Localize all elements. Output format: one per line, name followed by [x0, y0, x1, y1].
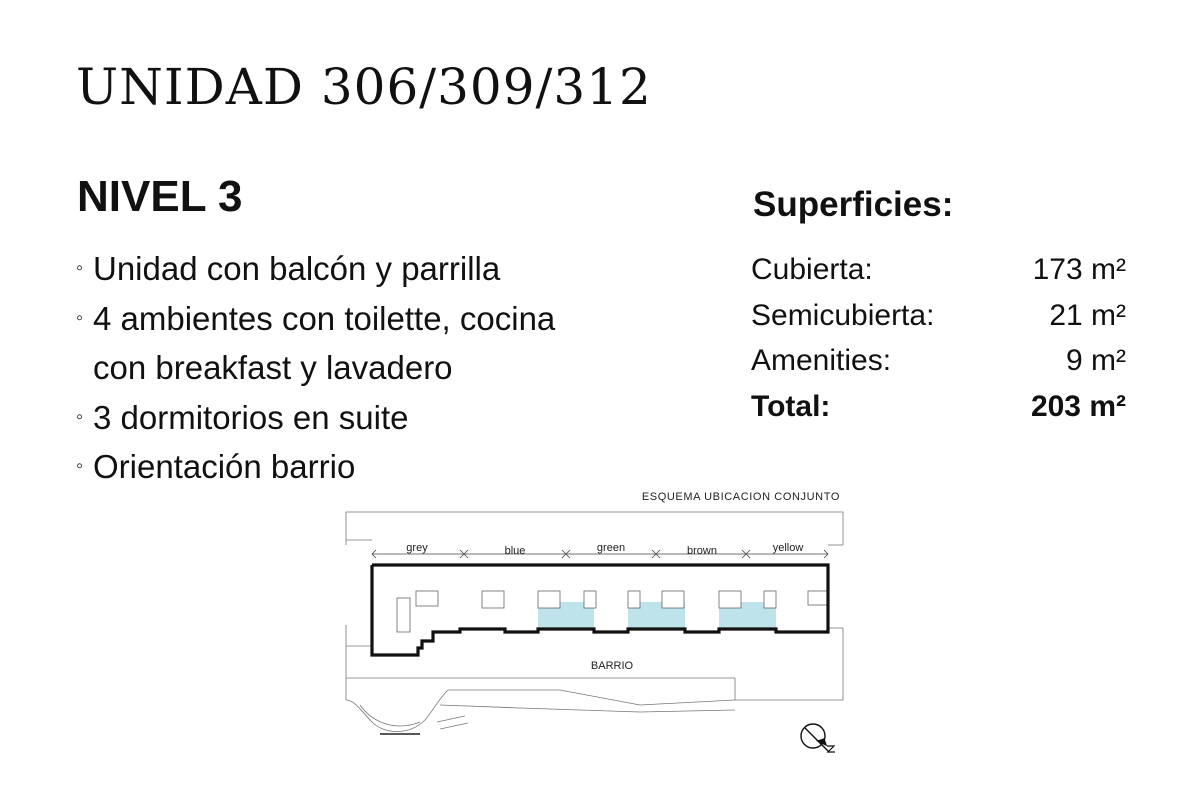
- feature-item: [76, 294, 676, 393]
- surfaces-heading: Superficies:: [753, 185, 954, 224]
- surfaces-table: [751, 247, 1126, 429]
- feature-text: Unidad con balcón y parrilla: [93, 250, 501, 287]
- surface-value: 21 m²: [1049, 298, 1126, 332]
- section-label-yellow: yellow: [772, 542, 804, 554]
- bullet-icon: ◦: [76, 306, 84, 329]
- surface-label: Amenities:: [751, 344, 892, 377]
- surface-total-value: 203 m²: [1030, 389, 1126, 423]
- feature-text: 3 dormitorios en suite: [93, 398, 409, 436]
- north-arrow-icon: [801, 724, 835, 752]
- bullet-icon: ◦: [76, 257, 84, 279]
- section-label-brown: brown: [687, 545, 717, 557]
- location-scheme: [340, 485, 860, 765]
- feature-item: [76, 244, 676, 294]
- section-label-grey: grey: [406, 542, 428, 554]
- unit-title: UNIDAD 306/309/312: [76, 58, 652, 116]
- surface-row: [751, 338, 1126, 384]
- surface-label: Cubierta:: [751, 253, 873, 286]
- feature-text-continuation: con breakfast y lavadero: [93, 349, 453, 386]
- level-label: NIVEL 3: [77, 172, 243, 221]
- surface-value: 173 m²: [1032, 253, 1126, 286]
- scheme-title: ESQUEMA UBICACION CONJUNTO: [641, 491, 840, 503]
- street-label: BARRIO: [590, 660, 634, 672]
- feature-text: 4 ambientes con toilette, cocina: [93, 299, 556, 337]
- surface-label: Semicubierta:: [751, 298, 935, 332]
- section-label-green: green: [596, 542, 626, 554]
- surface-total-row: [751, 384, 1126, 430]
- section-label-blue: blue: [504, 545, 526, 557]
- feature-list: [76, 244, 676, 492]
- surface-value: 9 m²: [1066, 344, 1126, 377]
- surface-row: [751, 293, 1126, 339]
- feature-item: [76, 393, 676, 443]
- surface-total-label: Total:: [751, 389, 831, 423]
- feature-text: Orientación barrio: [93, 448, 356, 485]
- surface-row: [751, 247, 1126, 293]
- bullet-icon: ◦: [76, 405, 84, 428]
- bullet-icon: ◦: [76, 455, 84, 477]
